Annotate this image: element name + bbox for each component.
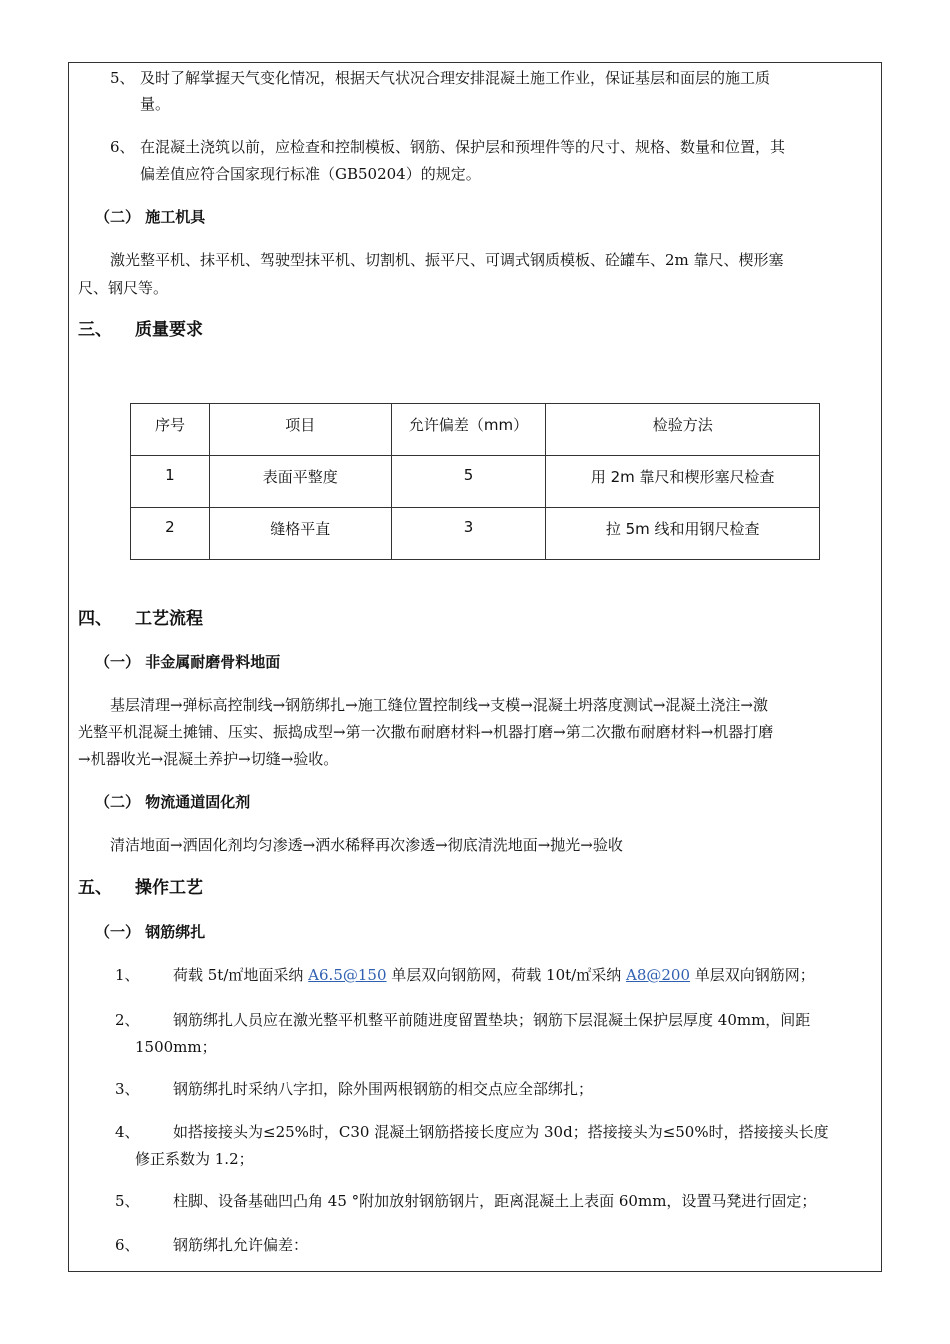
- item-text-part: 荷载 5t/㎡地面采纳: [173, 966, 309, 984]
- item-text-part: 单层双向钢筋网；: [690, 966, 815, 984]
- rebar-spec-link[interactable]: A8@200: [625, 966, 690, 984]
- item-text: 1500mm；: [135, 1038, 217, 1056]
- item-text: 钢筋绑扎时采纳八字扣，除外围两根钢筋的相交点应全部绑扎；: [173, 1080, 594, 1098]
- rebar-spec-link[interactable]: A6.5@150: [308, 966, 387, 984]
- item-text: 如搭接接头为≤25%时，C30 混凝土钢筋搭接长度应为 30d；搭接接头为≤50%时，搭接接头长度: [173, 1123, 829, 1141]
- item-number: 3、: [115, 1080, 140, 1098]
- item-number: 4、: [115, 1123, 140, 1141]
- section-subheading: （一） 非金属耐磨骨料地面: [95, 653, 281, 671]
- table-header-row: [131, 404, 820, 456]
- item-text: 柱脚、设备基础凹凸角 45 °附加放射钢筋钢片，距离混凝土上表面 60mm，设置马凳进行固定；: [173, 1192, 817, 1210]
- table-cell: 1: [131, 456, 210, 508]
- item-text: 修正系数为 1.2；: [135, 1150, 254, 1168]
- table-cell: 2: [131, 508, 210, 560]
- table-cell: 表面平整度: [209, 456, 391, 508]
- section-subheading: （一） 钢筋绑扎: [95, 923, 206, 941]
- table-row: [131, 508, 820, 560]
- table-cell: 3: [391, 508, 546, 560]
- table-header-cell: 检验方法: [546, 404, 820, 456]
- section-subheading: （二） 施工机具: [95, 208, 206, 226]
- section-subheading: （二） 物流通道固化剂: [95, 793, 251, 811]
- item-text: 在混凝土浇筑以前，应检查和控制模板、钢筋、保护层和预埋件等的尺寸、规格、数量和位置，其: [140, 138, 786, 156]
- item-number: 5、: [110, 69, 135, 87]
- item-number: 6、: [115, 1236, 140, 1254]
- paragraph-line: 尺、钢尺等。: [78, 279, 169, 297]
- item-text: 钢筋绑扎允许偏差：: [173, 1236, 309, 1254]
- item-number: 6、: [110, 138, 135, 156]
- section-heading-number: 三、: [78, 320, 112, 340]
- table-cell: 缝格平直: [209, 508, 391, 560]
- table-cell: 5: [391, 456, 546, 508]
- item-number: 2、: [115, 1011, 140, 1029]
- table-header-cell: 序号: [131, 404, 210, 456]
- paragraph-line: 基层清理→弹标高控制线→钢筋绑扎→施工缝位置控制线→支模→混凝土坍落度测试→混凝土浇注→激: [110, 696, 768, 714]
- table-cell: 用 2m 靠尺和楔形塞尺检查: [546, 456, 820, 508]
- paragraph-line: 光整平机混凝土摊铺、压实、振捣成型→第一次撒布耐磨材料→机器打磨→第二次撒布耐磨材料→机器打磨: [78, 723, 774, 741]
- table-header-cell: 项目: [209, 404, 391, 456]
- table-header-cell: 允许偏差（mm）: [391, 404, 546, 456]
- item-number: 5、: [115, 1192, 140, 1210]
- item-number: 1、: [115, 966, 140, 984]
- table-row: [131, 456, 820, 508]
- quality-table: [130, 403, 820, 560]
- item-text: 及时了解掌握天气变化情况，根据天气状况合理安排混凝土施工作业，保证基层和面层的施工质: [140, 69, 771, 87]
- section-heading: 质量要求: [135, 320, 203, 340]
- item-text: 钢筋绑扎人员应在激光整平机整平前随进度留置垫块；钢筋下层混凝土保护层厚度 40mm，间距: [173, 1011, 811, 1029]
- paragraph-line: 激光整平机、抹平机、驾驶型抹平机、切割机、振平尺、可调式钢质模板、砼罐车、2m 靠尺、楔形塞: [110, 251, 784, 269]
- paragraph-line: 清洁地面→洒固化剂均匀渗透→洒水稀释再次渗透→彻底清洗地面→抛光→验收: [110, 836, 623, 854]
- item-text: 量。: [140, 95, 171, 113]
- section-heading-number: 四、: [78, 609, 112, 629]
- item-text-part: 单层双向钢筋网，荷载 10t/㎡采纳: [386, 966, 626, 984]
- section-heading: 工艺流程: [135, 609, 203, 629]
- item-text: [173, 965, 815, 985]
- paragraph-line: →机器收光→混凝土养护→切缝→验收。: [78, 750, 339, 768]
- section-heading: 操作工艺: [135, 878, 203, 898]
- item-text: 偏差值应符合国家现行标准（GB50204）的规定。: [140, 165, 481, 183]
- table-cell: 拉 5m 线和用钢尺检查: [546, 508, 820, 560]
- section-heading-number: 五、: [78, 878, 112, 898]
